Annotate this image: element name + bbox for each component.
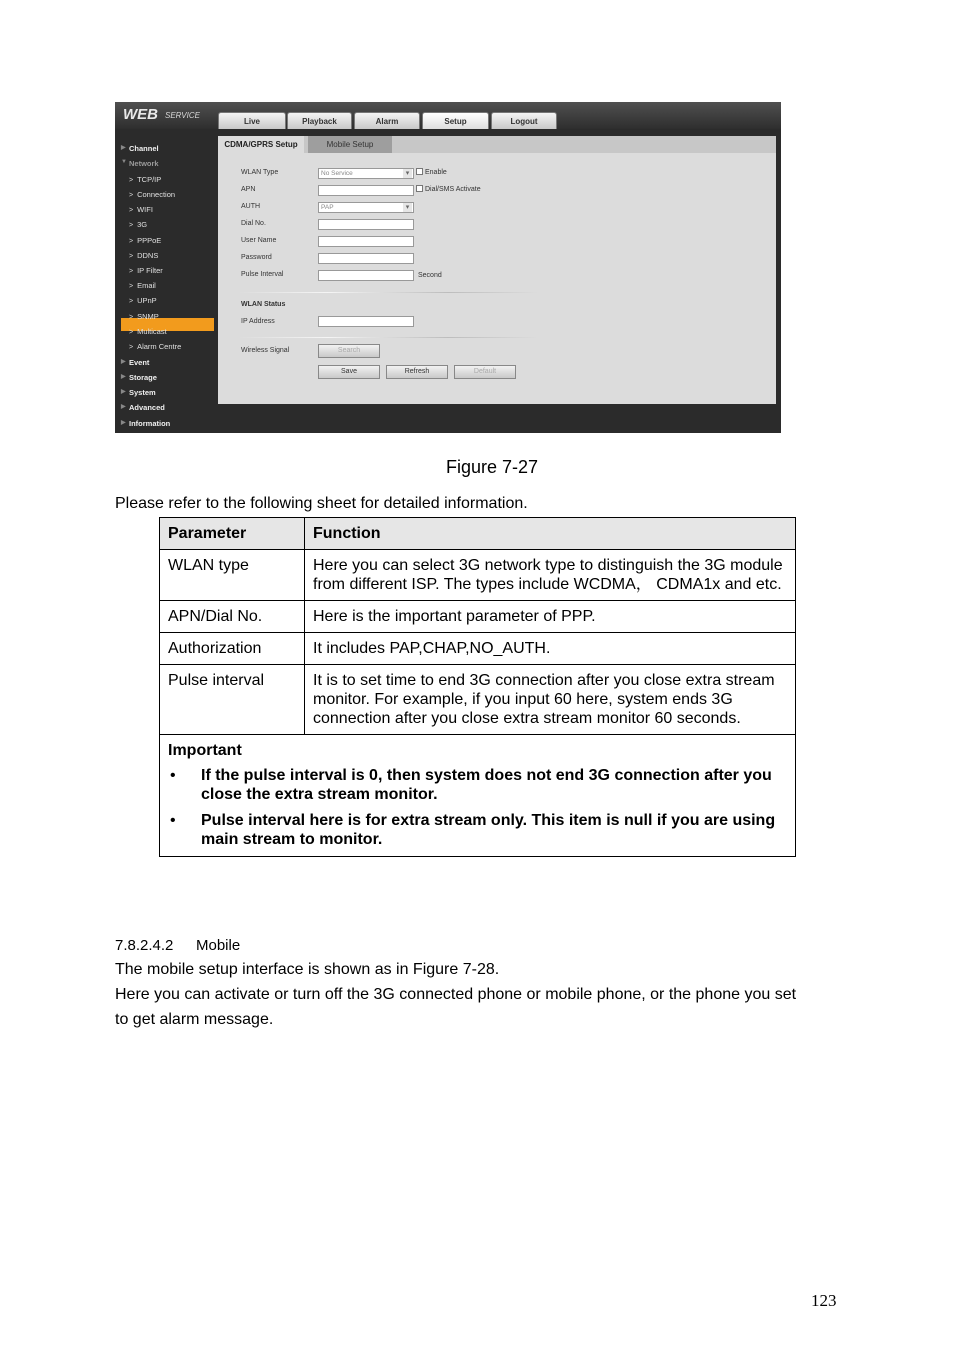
chevron-right-icon: > [129,329,134,336]
cdma-setup-panel [218,153,776,404]
row-function: It is to set time to end 3G connection after you close extra stream monitor. For example, if you input 60 here, system ends 3G connection after you close extra stream monitor 60 seconds. [305,665,796,735]
default-button[interactable]: Default [454,365,516,379]
chevron-right-icon: > [129,253,134,260]
user-name-label: User Name [241,237,277,244]
dial-sms-activate-label: Dial/SMS Activate [425,186,481,193]
tab-logout[interactable]: Logout [491,112,557,129]
sidebar-item-label: Storage [129,373,157,382]
chevron-right-icon: > [129,238,134,245]
apn-label: APN [241,186,256,193]
auth-select[interactable]: PAP ▾ [318,202,414,213]
sidebar-item-label: DDNS [137,251,159,260]
intro-paragraph: Please refer to the following sheet for detailed information. [115,495,528,512]
password-label: Password [241,254,272,261]
wireless-signal-label: Wireless Signal [241,347,290,354]
sidebar-item-label: TCP/IP [137,175,162,184]
pulse-unit-label: Second [418,272,442,279]
sidebar-item-alarm-centre[interactable] [129,342,181,351]
password-input[interactable] [318,253,414,264]
chevron-right-icon: > [129,207,134,214]
body-paragraph: to get alarm message. [115,1011,274,1028]
sidebar-item-label: PPPoE [137,236,162,245]
table-row [160,550,796,601]
sidebar-item-label: Network [129,159,159,168]
sidebar-item-wifi[interactable] [129,205,153,214]
sidebar-item-label: SNMP [137,312,159,321]
dial-no-input[interactable] [318,219,414,230]
header-function: Function [305,518,796,550]
settings-content [218,136,776,404]
sidebar [115,132,217,433]
tab-setup[interactable]: Setup [422,112,489,129]
sidebar-item-label: System [129,388,156,397]
sidebar-item-label: Channel [129,144,159,153]
collapsed-arrow-icon: ▶ [121,359,126,365]
save-button[interactable]: Save [318,365,380,379]
collapsed-arrow-icon: ▶ [121,389,126,395]
chevron-right-icon: > [129,298,134,305]
important-title: Important [168,742,242,759]
row-parameter: WLAN type [160,550,305,601]
collapsed-arrow-icon: ▶ [121,404,126,410]
table-row [160,601,796,633]
ip-address-field [318,316,414,327]
tab-alarm[interactable]: Alarm [354,112,420,129]
sidebar-item-advanced[interactable] [121,403,165,412]
important-row [160,735,796,857]
sidebar-item-label: Connection [137,190,176,199]
sidebar-item-label: Email [137,281,156,290]
dial-no-label: Dial No. [241,220,266,227]
collapsed-arrow-icon: ▶ [121,420,126,426]
sidebar-item-system[interactable] [121,388,156,397]
body-paragraph: The mobile setup interface is shown as in Figure 7-28. [115,961,500,978]
chevron-right-icon: > [129,192,134,199]
sidebar-item-label: 3G [137,220,148,229]
important-item: • Pulse interval here is for extra stream only. This item is null if you are using main stream to monitor. [168,811,787,849]
tab-live[interactable]: Live [218,112,286,129]
sidebar-item-connection[interactable] [129,190,175,199]
search-button[interactable]: Search [318,344,380,358]
wlan-type-label: WLAN Type [241,169,279,176]
chevron-right-icon: > [129,314,134,321]
tab-mobile-setup[interactable]: Mobile Setup [308,136,392,153]
enable-label: Enable [425,169,447,176]
apn-input[interactable] [318,185,414,196]
parameter-table [159,517,796,857]
row-function: It includes PAP,CHAP,NO_AUTH. [305,633,796,665]
dial-sms-activate-checkbox[interactable] [416,185,423,192]
pulse-interval-input[interactable] [318,270,414,281]
enable-checkbox[interactable] [416,168,423,175]
sidebar-item-3g[interactable] [129,220,147,229]
wlan-type-select[interactable]: No Service ▾ [318,168,414,179]
web-service-screenshot [115,102,781,433]
logo-subtitle: SERVICE [165,111,200,120]
table-row [160,633,796,665]
top-bar [115,102,781,129]
important-list [168,766,787,849]
sidebar-item-label: Advanced [129,403,165,412]
figure-caption: Figure 7-27 [445,457,539,477]
sidebar-item-label: Information [129,419,171,428]
row-parameter: Pulse interval [160,665,305,735]
wlan-status-heading: WLAN Status [241,301,286,308]
sidebar-item-tcpip[interactable] [129,175,161,184]
sidebar-item-ddns[interactable] [129,251,158,260]
sidebar-item-upnp[interactable] [129,296,157,305]
row-parameter: APN/Dial No. [160,601,305,633]
section-number: 7.8.2.4.2 [115,937,174,954]
sidebar-item-ip-filter[interactable] [129,266,163,275]
chevron-right-icon: > [129,222,134,229]
sidebar-item-snmp[interactable] [129,312,159,321]
header-parameter: Parameter [160,518,305,550]
logo: WEB [123,106,158,123]
row-function: Here is the important parameter of PPP. [305,601,796,633]
ip-address-label: IP Address [241,318,275,325]
chevron-right-icon: > [129,344,134,351]
important-item: • If the pulse interval is 0, then system does not end 3G connection after you close the extra stream monitor. [168,766,787,804]
sidebar-item-network[interactable] [121,159,159,168]
table-row [160,665,796,735]
sidebar-item-channel[interactable] [121,144,159,153]
divider [238,337,538,338]
sidebar-item-event[interactable] [121,358,150,367]
sidebar-item-storage[interactable] [121,373,157,382]
table-header-row [160,518,796,550]
chevron-right-icon: > [129,268,134,275]
body-paragraph: Here you can activate or turn off the 3G connected phone or mobile phone, or the phone you set [115,986,797,1003]
sidebar-item-label: UPnP [137,296,157,305]
refresh-button[interactable]: Refresh [386,365,448,379]
sidebar-item-label: Alarm Centre [137,342,182,351]
row-parameter: Authorization [160,633,305,665]
sidebar-item-label: WIFI [137,205,153,214]
section-title: Mobile [196,937,241,954]
collapsed-arrow-icon: ▶ [121,145,126,151]
sidebar-item-label: IP Filter [137,266,163,275]
chevron-right-icon: > [129,177,134,184]
sidebar-item-email[interactable] [129,281,156,290]
collapsed-arrow-icon: ▶ [121,374,126,380]
page-number: 123 [811,1291,837,1310]
sidebar-item-label: Multicast [137,327,167,336]
user-name-input[interactable] [318,236,414,247]
sidebar-item-pppoe[interactable] [129,236,161,245]
pulse-interval-label: Pulse Interval [241,271,284,278]
tab-playback[interactable]: Playback [287,112,352,129]
sidebar-item-label: Event [129,358,150,367]
auth-label: AUTH [241,203,261,210]
tab-cdma-gprs-setup[interactable]: CDMA/GPRS Setup [218,136,304,153]
row-function: Here you can select 3G network type to distinguish the 3G module from different ISP. The types include WCDMA， CDMA1x and etc. [305,550,796,601]
important-note [160,735,796,857]
divider [238,292,538,293]
chevron-right-icon: > [129,283,134,290]
expanded-arrow-icon: ▼ [121,159,127,165]
sidebar-item-multicast[interactable] [129,327,167,336]
sidebar-item-information[interactable] [121,419,171,428]
